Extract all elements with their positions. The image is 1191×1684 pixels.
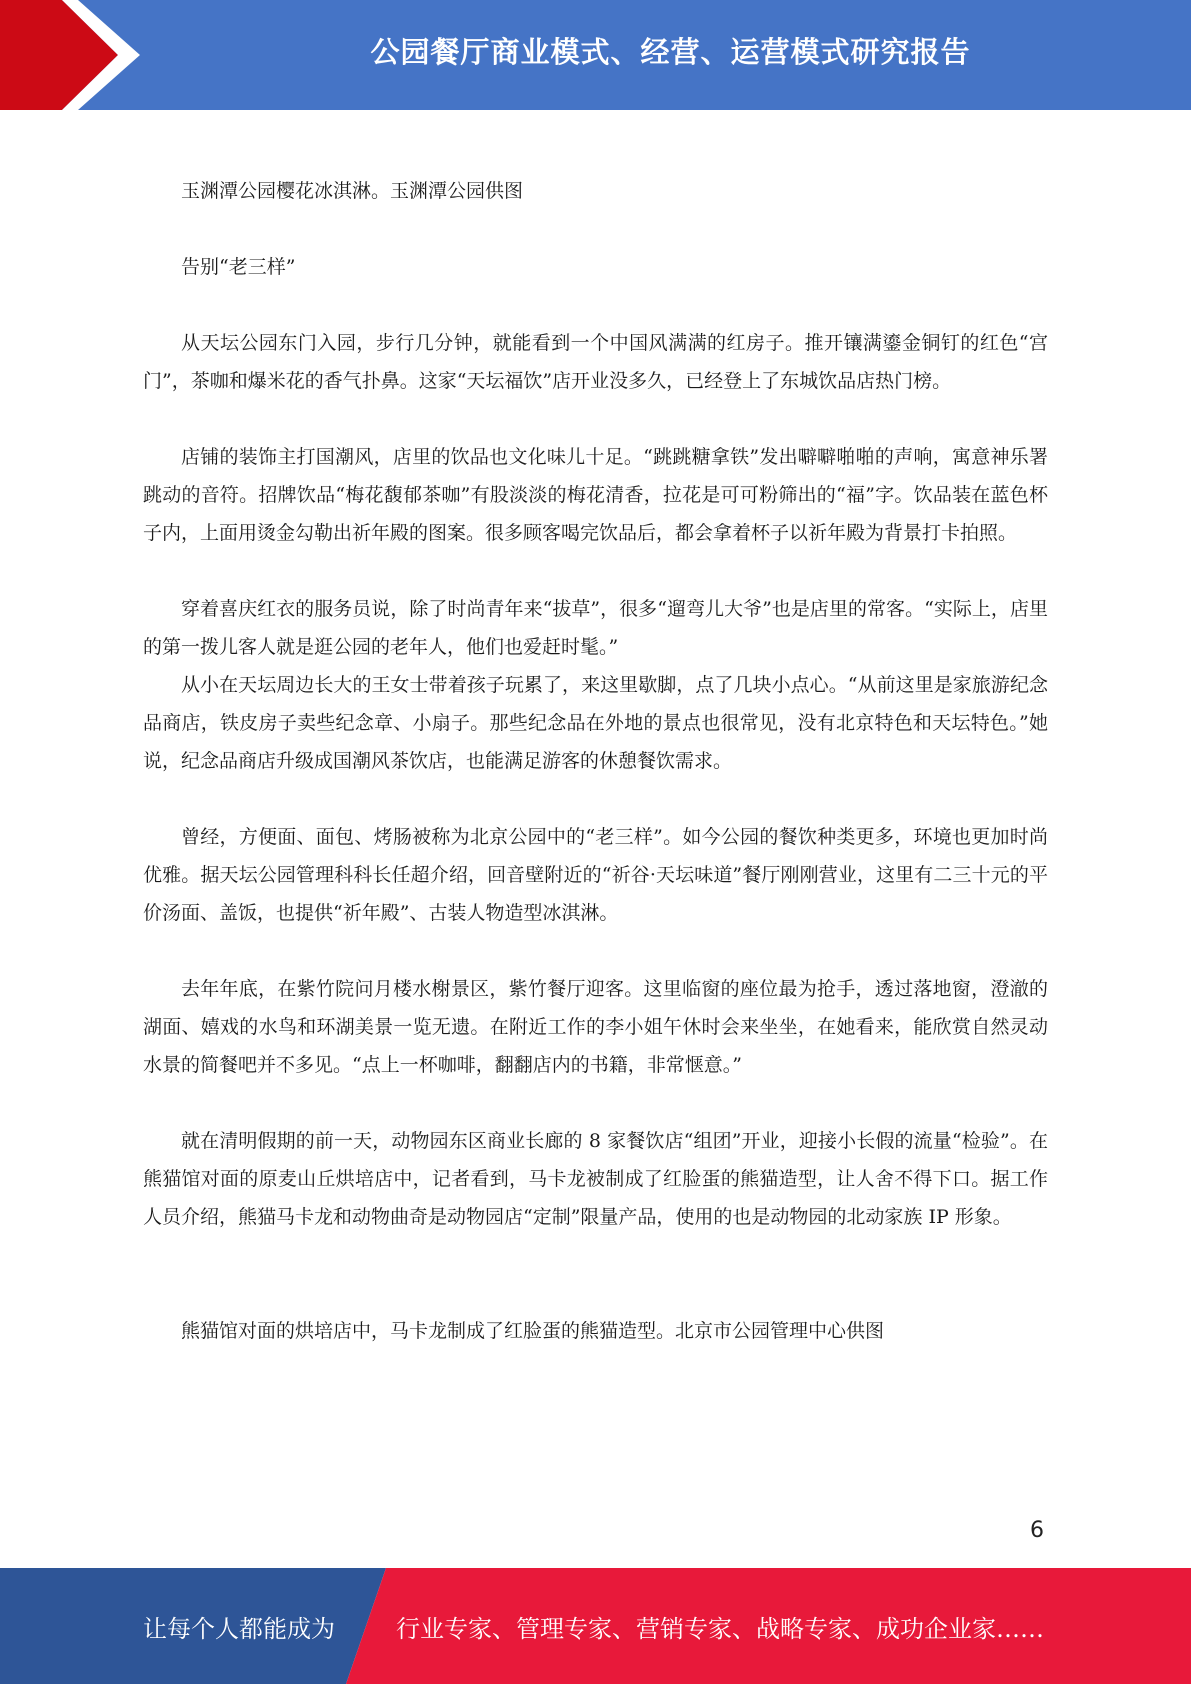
- paragraph: 曾经，方便面、面包、烤肠被称为北京公园中的“老三样”。如今公园的餐饮种类更多，环境也更加时尚优雅。据天坛公园管理科科长任超介绍，回音壁附近的“祈谷·天坛味道”餐厅刚刚营业，这里有二三十元的平价汤面、盖饭，也提供“祈年殿”、古装人物造型冰淇淋。: [143, 826, 1048, 924]
- paragraph: 就在清明假期的前一天，动物园东区商业长廊的 8 家餐饮店“组团”开业，迎接小长假的流量“检验”。在熊猫馆对面的原麦山丘烘培店中，记者看到，马卡龙被制成了红脸蛋的熊猫造型，让人舍不得下口。据工作人员介绍，熊猫马卡龙和动物曲奇是动物园店“定制”限量产品，使用的也是动物园的北动家族 IP 形象。: [143, 1130, 1048, 1228]
- section-heading: 告别“老三样”: [181, 256, 296, 278]
- article-body: [143, 172, 1048, 1350]
- page-number: 6: [1030, 1518, 1044, 1543]
- photo-caption: 熊猫馆对面的烘培店中，马卡龙制成了红脸蛋的熊猫造型。北京市公园管理中心供图: [181, 1320, 885, 1342]
- paragraph: 从小在天坛周边长大的王女士带着孩子玩累了，来这里歇脚，点了几块小点心。“从前这里是家旅游纪念品商店，铁皮房子卖些纪念章、小扇子。那些纪念品在外地的景点也很常见，没有北京特色和天坛特色。”她说，纪念品商店升级成国潮风茶饮店，也能满足游客的休憩餐饮需求。: [143, 674, 1048, 772]
- paragraph: 店铺的装饰主打国潮风，店里的饮品也文化味儿十足。“跳跳糖拿铁”发出噼噼啪啪的声响，寓意神乐署跳动的音符。招牌饮品“梅花馥郁茶咖”有股淡淡的梅花清香，拉花是可可粉筛出的“福”字。饮品装在蓝色杯子内，上面用烫金勾勒出祈年殿的图案。很多顾客喝完饮品后，都会拿着杯子以祈年殿为背景打卡拍照。: [143, 446, 1048, 544]
- paragraph: 去年年底，在紫竹院问月楼水榭景区，紫竹餐厅迎客。这里临窗的座位最为抢手，透过落地窗，澄澈的湖面、嬉戏的水鸟和环湖美景一览无遗。在附近工作的李小姐午休时会来坐坐，在她看来，能欣赏自然灵动水景的简餐吧并不多见。“点上一杯咖啡，翻翻店内的书籍，非常惬意。”: [143, 978, 1048, 1076]
- paragraph: 穿着喜庆红衣的服务员说，除了时尚青年来“拔草”，很多“遛弯儿大爷”也是店里的常客。“实际上，店里的第一拨儿客人就是逛公园的老年人，他们也爱赶时髦。”: [143, 598, 1048, 658]
- footer-slogan-right: 行业专家、管理专家、营销专家、战略专家、成功企业家……: [396, 1614, 1044, 1643]
- photo-caption: 玉渊潭公园樱花冰淇淋。玉渊潭公园供图: [181, 180, 524, 202]
- page-footer: [0, 1568, 1191, 1684]
- header-arrow-icon: [0, 0, 160, 110]
- document-title: 公园餐厅商业模式、经营、运营模式研究报告: [370, 34, 971, 69]
- paragraph: 从天坛公园东门入园，步行几分钟，就能看到一个中国风满满的红房子。推开镶满鎏金铜钉的红色“宫门”，茶咖和爆米花的香气扑鼻。这家“天坛福饮”店开业没多久，已经登上了东城饮品店热门榜。: [143, 332, 1048, 392]
- footer-slogan-left: 让每个人都能成为: [143, 1614, 335, 1643]
- page-header: [0, 0, 1191, 110]
